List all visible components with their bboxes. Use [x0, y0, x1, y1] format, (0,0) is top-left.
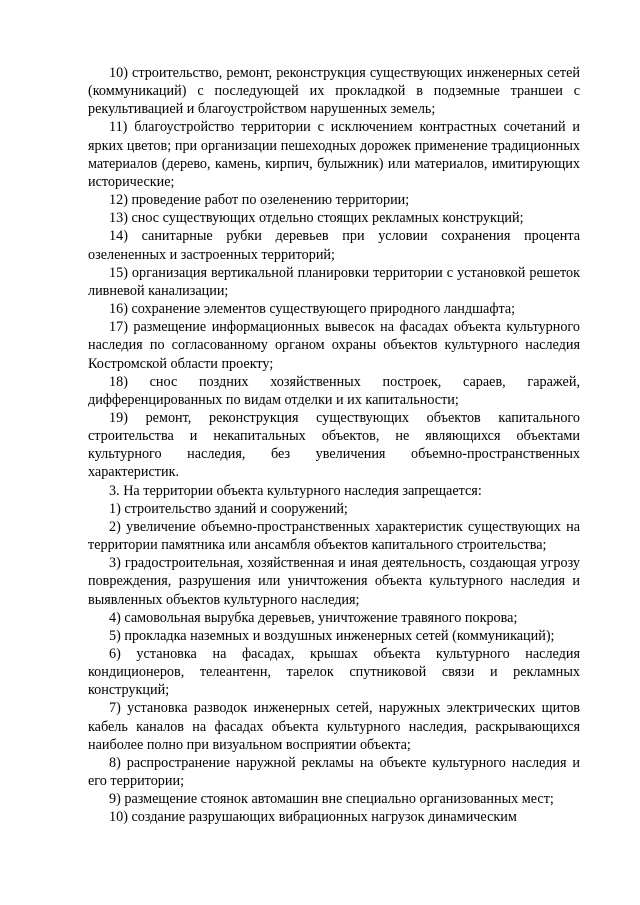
paragraph-prohibited-9: 9) размещение стоянок автомашин вне специально организованных мест;: [109, 791, 554, 808]
paragraph-item-10-construction: 10) строительство, ремонт, реконструкция существующих инженерных сетей (коммуникаций) с последующей их прокладкой в подземные траншеи с рекультивацией и благоустройством нарушенных земель;: [88, 65, 580, 118]
paragraph-prohibited-3: 3) градостроительная, хозяйственная и иная деятельность, создающая угрозу повреждения, разрушения или уничтожения объекта культурного наследия и выявленных объектов культурного наследия;: [88, 555, 580, 608]
paragraph-item-16-landscape-preservation: 16) сохранение элементов существующего природного ландшафта;: [109, 301, 516, 318]
paragraph-prohibited-7: 7) установка разводок инженерных сетей, наружных электрических щитов кабель каналов на фасадах объекта культурного наследия, раскрывающихся наиболее полно при визуальном восприятии объекта;: [88, 700, 580, 753]
paragraph-item-19-renovation: 19) ремонт, реконструкция существующих объектов капитального строительства и некапитальных объектов, не являющихся объектами культурного наследия, без увеличения объемно-пространственных характеристик.: [88, 409, 580, 481]
paragraph-item-13-demolition-ads: 13) снос существующих отдельно стоящих рекламных конструкций;: [109, 210, 524, 227]
paragraph-item-12-greening: 12) проведение работ по озеленению территории;: [109, 192, 410, 209]
paragraph-item-11-landscaping: 11) благоустройство территории с исключением контрастных сочетаний и ярких цветов; при организации пешеходных дорожек применение традиционных материалов (дерево, камень, кирпич, булыжник) или материалов, имитирующих исторические;: [88, 119, 580, 190]
paragraph-item-18-demolition-outbuildings: 18) снос поздних хозяйственных построек, сараев, гаражей, дифференцированных по видам отделки и их капитальности;: [88, 373, 580, 408]
paragraph-prohibited-2: 2) увеличение объемно-пространственных характеристик существующих на территории памятника или ансамбля объектов капитального строительства;: [88, 518, 580, 554]
section-heading-prohibited: 3. На территории объекта культурного наследия запрещается:: [109, 482, 482, 499]
paragraph-prohibited-4: 4) самовольная вырубка деревьев, уничтожение травяного покрова;: [109, 609, 518, 626]
paragraph-item-17-signage: 17) размещение информационных вывесок на фасадах объекта культурного наследия по согласованному органом охраны объектов культурного наследия Костромской области проекту;: [88, 319, 580, 372]
paragraph-prohibited-8: 8) распространение наружной рекламы на объекте культурного наследия и его территории;: [88, 754, 580, 790]
paragraph-prohibited-1: 1) строительство зданий и сооружений;: [109, 500, 348, 517]
document-body: [88, 64, 580, 827]
paragraph-item-15-vertical-planning: 15) организация вертикальной планировки территории с установкой решеток ливневой канализации;: [88, 264, 580, 299]
paragraph-prohibited-5: 5) прокладка наземных и воздушных инженерных сетей (коммуникаций);: [109, 627, 555, 644]
paragraph-prohibited-10: 10) создание разрушающих вибрационных нагрузок динамическим: [109, 809, 517, 826]
paragraph-prohibited-6: 6) установка на фасадах, крышах объекта культурного наследия кондиционеров, телеантенн, тарелок спутниковой связи и рекламных конструкций;: [88, 646, 580, 699]
paragraph-item-14-sanitary-felling: 14) санитарные рубки деревьев при условии сохранения процента озелененных и застроенных территорий;: [88, 228, 580, 263]
